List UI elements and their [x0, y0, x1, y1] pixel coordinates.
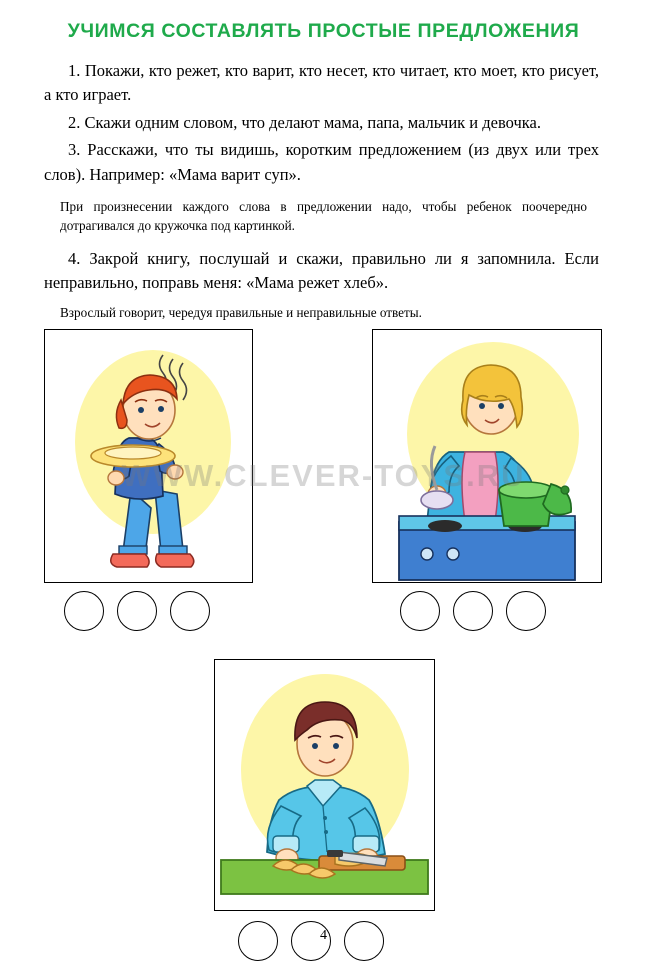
picture-mother-cooking-soup — [372, 329, 602, 583]
task-4: 4. Закрой книгу, послушай и скажи, правильно ли я запомнила. Если неправильно, поправь меня: «Мама режет хлеб». — [44, 248, 599, 292]
task-4-block — [44, 247, 599, 296]
page-title: УЧИМСЯ СОСТАВЛЯТЬ ПРОСТЫЕ ПРЕДЛОЖЕНИЯ — [67, 20, 580, 42]
circle[interactable] — [506, 591, 546, 631]
note-1 — [60, 198, 587, 235]
picture-boy-carrying-plate — [44, 329, 253, 583]
note-1-text: При произнесении каждого слова в предложении надо, чтобы ребенок поочередно дотрагивался до кружочка под картинкой. — [60, 199, 587, 233]
tasks-list — [44, 59, 599, 187]
note-2: Взрослый говорит, чередуя правильные и неправильные ответы. — [60, 305, 422, 321]
watermark: WWW.CLEVER-TOYS.RU — [121, 458, 526, 493]
pictures-area — [0, 329, 647, 629]
circle[interactable] — [117, 591, 157, 631]
page-number: 4 — [320, 928, 327, 943]
task-2: 2. Скажи одним словом, что делают мама, папа, мальчик и девочка. — [68, 112, 541, 132]
picture-father-cutting-bread — [214, 659, 435, 911]
task-1: 1. Покажи, кто режет, кто варит, кто несет, кто читает, кто моет, кто рисует, а кто играет. — [44, 61, 599, 105]
circle[interactable] — [64, 591, 104, 631]
mother-illustration — [373, 330, 601, 582]
boy-illustration — [45, 330, 252, 582]
circle[interactable] — [400, 591, 440, 631]
circle[interactable] — [453, 591, 493, 631]
circles-mother — [400, 591, 546, 631]
task-3: 3. Расскажи, что ты видишь, коротким предложением (из двух или трех слов). Например: «Мама варит суп». — [44, 140, 599, 184]
father-illustration — [215, 660, 434, 910]
circle[interactable] — [170, 591, 210, 631]
circles-boy — [64, 591, 210, 631]
